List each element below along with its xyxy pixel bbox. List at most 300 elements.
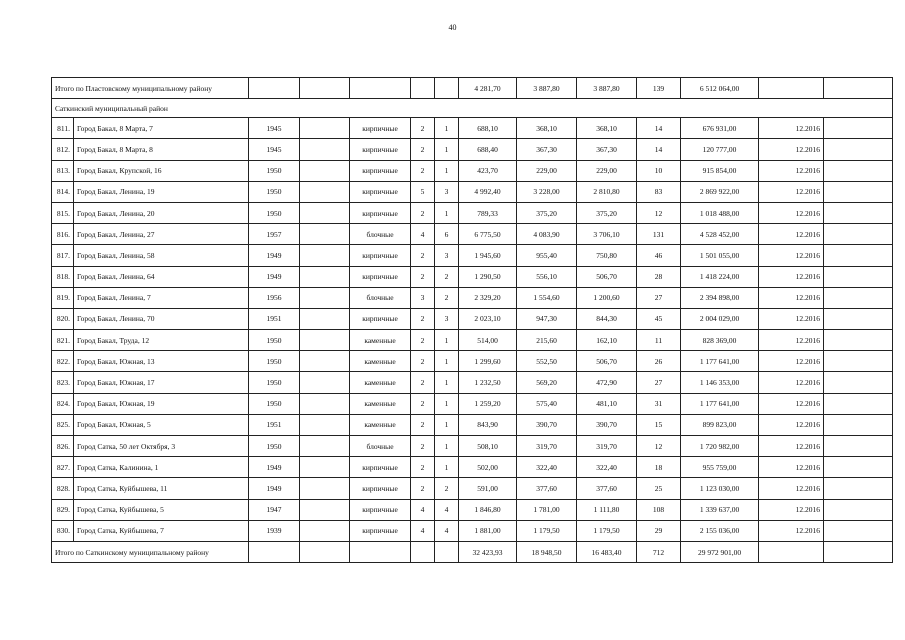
cost-cell: 955 759,00 xyxy=(681,457,759,478)
empty-cell xyxy=(411,541,435,562)
address-cell: Город Сатка, Калинина, 1 xyxy=(74,457,249,478)
empty-cell xyxy=(824,351,893,372)
total-area-cell: 1 290,50 xyxy=(459,266,517,287)
empty-cell xyxy=(350,78,411,99)
material-cell: кирпичные xyxy=(350,160,411,181)
empty-cell xyxy=(300,436,350,457)
residents-cell: 29 xyxy=(637,520,681,541)
residents-cell: 11 xyxy=(637,330,681,351)
living-area-cell: 4 083,90 xyxy=(517,224,577,245)
entrances-cell: 3 xyxy=(435,308,459,329)
cost-cell: 1 146 353,00 xyxy=(681,372,759,393)
living-area-cell: 390,70 xyxy=(517,414,577,435)
row-number: 828. xyxy=(52,478,74,499)
row-number: 812. xyxy=(52,139,74,160)
total-area-cell: 1 259,20 xyxy=(459,393,517,414)
empty-cell xyxy=(824,308,893,329)
entrances-cell: 1 xyxy=(435,351,459,372)
entrances-cell: 6 xyxy=(435,224,459,245)
floors-cell: 2 xyxy=(411,160,435,181)
row-number: 822. xyxy=(52,351,74,372)
entrances-cell: 1 xyxy=(435,160,459,181)
living-area-cell: 1 179,50 xyxy=(517,520,577,541)
entrances-cell: 1 xyxy=(435,393,459,414)
material-cell: кирпичные xyxy=(350,118,411,139)
year-cell: 1947 xyxy=(249,499,300,520)
floors-cell: 3 xyxy=(411,287,435,308)
empty-cell xyxy=(300,330,350,351)
living-area-cell: 368,10 xyxy=(517,118,577,139)
total-area-cell: 1 299,60 xyxy=(459,351,517,372)
cost-cell: 2 869 922,00 xyxy=(681,181,759,202)
table-row xyxy=(52,436,893,457)
cost-cell: 1 339 637,00 xyxy=(681,499,759,520)
resettled-area-cell: 506,70 xyxy=(577,351,637,372)
empty-cell xyxy=(759,78,824,99)
floors-cell: 2 xyxy=(411,330,435,351)
row-number: 821. xyxy=(52,330,74,351)
entrances-cell: 3 xyxy=(435,245,459,266)
empty-cell xyxy=(300,457,350,478)
row-number: 829. xyxy=(52,499,74,520)
empty-cell xyxy=(300,139,350,160)
address-cell: Город Сатка, Куйбышева, 7 xyxy=(74,520,249,541)
entrances-cell: 3 xyxy=(435,181,459,202)
satka-cost: 29 972 901,00 xyxy=(681,541,759,562)
plast-resettled-area: 3 887,80 xyxy=(577,78,637,99)
deadline-cell: 12.2016 xyxy=(759,181,824,202)
residents-cell: 46 xyxy=(637,245,681,266)
resettled-area-cell: 2 810,80 xyxy=(577,181,637,202)
row-number: 816. xyxy=(52,224,74,245)
row-number: 813. xyxy=(52,160,74,181)
empty-cell xyxy=(824,181,893,202)
resettled-area-cell: 377,60 xyxy=(577,478,637,499)
resettled-area-cell: 506,70 xyxy=(577,266,637,287)
year-cell: 1951 xyxy=(249,414,300,435)
resettled-area-cell: 750,80 xyxy=(577,245,637,266)
year-cell: 1951 xyxy=(249,308,300,329)
empty-cell xyxy=(300,520,350,541)
section-header-row xyxy=(52,99,893,118)
floors-cell: 4 xyxy=(411,499,435,520)
empty-cell xyxy=(824,160,893,181)
living-area-cell: 955,40 xyxy=(517,245,577,266)
address-cell: Город Бакал, Ленина, 20 xyxy=(74,202,249,223)
cost-cell: 676 931,00 xyxy=(681,118,759,139)
material-cell: кирпичные xyxy=(350,520,411,541)
empty-cell xyxy=(824,457,893,478)
living-area-cell: 229,00 xyxy=(517,160,577,181)
living-area-cell: 575,40 xyxy=(517,393,577,414)
year-cell: 1949 xyxy=(249,266,300,287)
address-cell: Город Бакал, Южная, 19 xyxy=(74,393,249,414)
deadline-cell: 12.2016 xyxy=(759,393,824,414)
living-area-cell: 375,20 xyxy=(517,202,577,223)
table-row xyxy=(52,224,893,245)
year-cell: 1950 xyxy=(249,160,300,181)
residents-cell: 18 xyxy=(637,457,681,478)
material-cell: кирпичные xyxy=(350,181,411,202)
residents-cell: 83 xyxy=(637,181,681,202)
cost-cell: 899 823,00 xyxy=(681,414,759,435)
resettled-area-cell: 472,90 xyxy=(577,372,637,393)
resettled-area-cell: 368,10 xyxy=(577,118,637,139)
entrances-cell: 4 xyxy=(435,520,459,541)
empty-cell xyxy=(824,414,893,435)
living-area-cell: 377,60 xyxy=(517,478,577,499)
table-row xyxy=(52,372,893,393)
resettled-area-cell: 162,10 xyxy=(577,330,637,351)
floors-cell: 2 xyxy=(411,308,435,329)
total-area-cell: 843,90 xyxy=(459,414,517,435)
empty-cell xyxy=(824,478,893,499)
residents-cell: 26 xyxy=(637,351,681,372)
total-area-cell: 6 775,50 xyxy=(459,224,517,245)
total-area-cell: 423,70 xyxy=(459,160,517,181)
resettled-area-cell: 375,20 xyxy=(577,202,637,223)
deadline-cell: 12.2016 xyxy=(759,308,824,329)
deadline-cell: 12.2016 xyxy=(759,414,824,435)
year-cell: 1949 xyxy=(249,245,300,266)
entrances-cell: 1 xyxy=(435,457,459,478)
address-cell: Город Бакал, Ленина, 70 xyxy=(74,308,249,329)
material-cell: кирпичные xyxy=(350,245,411,266)
living-area-cell: 215,60 xyxy=(517,330,577,351)
deadline-cell: 12.2016 xyxy=(759,351,824,372)
empty-cell xyxy=(435,541,459,562)
cost-cell: 828 369,00 xyxy=(681,330,759,351)
table-row xyxy=(52,520,893,541)
cost-cell: 2 004 029,00 xyxy=(681,308,759,329)
deadline-cell: 12.2016 xyxy=(759,499,824,520)
empty-cell xyxy=(759,541,824,562)
address-cell: Город Бакал, Южная, 17 xyxy=(74,372,249,393)
cost-cell: 1 018 488,00 xyxy=(681,202,759,223)
address-cell: Город Бакал, Крупской, 16 xyxy=(74,160,249,181)
residents-cell: 27 xyxy=(637,287,681,308)
row-number: 811. xyxy=(52,118,74,139)
row-number: 823. xyxy=(52,372,74,393)
material-cell: кирпичные xyxy=(350,266,411,287)
resettled-area-cell: 481,10 xyxy=(577,393,637,414)
empty-cell xyxy=(824,118,893,139)
cost-cell: 1 720 982,00 xyxy=(681,436,759,457)
row-number: 819. xyxy=(52,287,74,308)
empty-cell xyxy=(300,393,350,414)
empty-cell xyxy=(300,372,350,393)
table-body xyxy=(52,78,893,563)
empty-cell xyxy=(824,202,893,223)
total-area-cell: 4 992,40 xyxy=(459,181,517,202)
material-cell: кирпичные xyxy=(350,202,411,223)
empty-cell xyxy=(824,520,893,541)
table-row xyxy=(52,308,893,329)
empty-cell xyxy=(300,245,350,266)
empty-cell xyxy=(824,245,893,266)
address-cell: Город Бакал, Ленина, 19 xyxy=(74,181,249,202)
resettled-area-cell: 844,30 xyxy=(577,308,637,329)
deadline-cell: 12.2016 xyxy=(759,372,824,393)
residents-cell: 108 xyxy=(637,499,681,520)
year-cell: 1950 xyxy=(249,202,300,223)
year-cell: 1956 xyxy=(249,287,300,308)
row-number: 827. xyxy=(52,457,74,478)
cost-cell: 1 177 641,00 xyxy=(681,393,759,414)
floors-cell: 2 xyxy=(411,372,435,393)
floors-cell: 5 xyxy=(411,181,435,202)
floors-cell: 2 xyxy=(411,436,435,457)
year-cell: 1950 xyxy=(249,181,300,202)
deadline-cell: 12.2016 xyxy=(759,436,824,457)
total-area-cell: 508,10 xyxy=(459,436,517,457)
floors-cell: 2 xyxy=(411,266,435,287)
residents-cell: 28 xyxy=(637,266,681,287)
material-cell: блочные xyxy=(350,224,411,245)
table-row xyxy=(52,202,893,223)
row-number: 820. xyxy=(52,308,74,329)
residents-cell: 10 xyxy=(637,160,681,181)
resettled-area-cell: 390,70 xyxy=(577,414,637,435)
empty-cell xyxy=(300,78,350,99)
empty-cell xyxy=(824,393,893,414)
empty-cell xyxy=(300,202,350,223)
year-cell: 1945 xyxy=(249,118,300,139)
satka-resettled-area: 16 483,40 xyxy=(577,541,637,562)
resettled-area-cell: 229,00 xyxy=(577,160,637,181)
row-number: 817. xyxy=(52,245,74,266)
table-row xyxy=(52,457,893,478)
total-area-cell: 2 329,20 xyxy=(459,287,517,308)
entrances-cell: 4 xyxy=(435,499,459,520)
year-cell: 1950 xyxy=(249,436,300,457)
floors-cell: 2 xyxy=(411,351,435,372)
plast-living-area: 3 887,80 xyxy=(517,78,577,99)
material-cell: кирпичные xyxy=(350,139,411,160)
floors-cell: 2 xyxy=(411,478,435,499)
address-cell: Город Бакал, Ленина, 64 xyxy=(74,266,249,287)
empty-cell xyxy=(300,308,350,329)
living-area-cell: 947,30 xyxy=(517,308,577,329)
material-cell: каменные xyxy=(350,414,411,435)
total-area-cell: 591,00 xyxy=(459,478,517,499)
cost-cell: 1 123 030,00 xyxy=(681,478,759,499)
row-number: 814. xyxy=(52,181,74,202)
empty-cell xyxy=(300,414,350,435)
residents-cell: 14 xyxy=(637,139,681,160)
page-number: 40 xyxy=(448,23,457,32)
material-cell: блочные xyxy=(350,287,411,308)
plast-total-label: Итого по Пластовскому муниципальному району xyxy=(52,78,249,99)
address-cell: Город Бакал, Южная, 13 xyxy=(74,351,249,372)
deadline-cell: 12.2016 xyxy=(759,202,824,223)
material-cell: кирпичные xyxy=(350,457,411,478)
material-cell: каменные xyxy=(350,393,411,414)
table-row xyxy=(52,351,893,372)
table-row xyxy=(52,266,893,287)
floors-cell: 4 xyxy=(411,224,435,245)
table-row xyxy=(52,330,893,351)
year-cell: 1939 xyxy=(249,520,300,541)
cost-cell: 2 394 898,00 xyxy=(681,287,759,308)
empty-cell xyxy=(824,499,893,520)
deadline-cell: 12.2016 xyxy=(759,520,824,541)
cost-cell: 1 418 224,00 xyxy=(681,266,759,287)
residents-cell: 12 xyxy=(637,436,681,457)
living-area-cell: 1 781,00 xyxy=(517,499,577,520)
resettled-area-cell: 1 179,50 xyxy=(577,520,637,541)
table-row xyxy=(52,414,893,435)
section-title: Саткинский муниципальный район xyxy=(52,99,893,118)
cost-cell: 1 177 641,00 xyxy=(681,351,759,372)
satka-total-area: 32 423,93 xyxy=(459,541,517,562)
floors-cell: 2 xyxy=(411,118,435,139)
total-area-cell: 1 846,80 xyxy=(459,499,517,520)
cost-cell: 4 528 452,00 xyxy=(681,224,759,245)
entrances-cell: 1 xyxy=(435,372,459,393)
total-area-cell: 1 881,00 xyxy=(459,520,517,541)
total-area-cell: 688,40 xyxy=(459,139,517,160)
address-cell: Город Бакал, Труда, 12 xyxy=(74,330,249,351)
total-area-cell: 1 945,60 xyxy=(459,245,517,266)
empty-cell xyxy=(824,78,893,99)
address-cell: Город Сатка, 50 лет Октября, 3 xyxy=(74,436,249,457)
living-area-cell: 556,10 xyxy=(517,266,577,287)
year-cell: 1949 xyxy=(249,457,300,478)
entrances-cell: 2 xyxy=(435,266,459,287)
empty-cell xyxy=(300,351,350,372)
entrances-cell: 1 xyxy=(435,202,459,223)
empty-cell xyxy=(300,266,350,287)
row-number: 825. xyxy=(52,414,74,435)
cost-cell: 120 777,00 xyxy=(681,139,759,160)
residents-cell: 12 xyxy=(637,202,681,223)
row-number: 818. xyxy=(52,266,74,287)
living-area-cell: 1 554,60 xyxy=(517,287,577,308)
address-cell: Город Сатка, Куйбышева, 5 xyxy=(74,499,249,520)
empty-cell xyxy=(300,118,350,139)
empty-cell xyxy=(824,541,893,562)
entrances-cell: 1 xyxy=(435,330,459,351)
resettled-area-cell: 319,70 xyxy=(577,436,637,457)
table-row xyxy=(52,245,893,266)
material-cell: каменные xyxy=(350,372,411,393)
resettled-area-cell: 367,30 xyxy=(577,139,637,160)
empty-cell xyxy=(824,139,893,160)
empty-cell xyxy=(411,78,435,99)
living-area-cell: 569,20 xyxy=(517,372,577,393)
resettled-area-cell: 3 706,10 xyxy=(577,224,637,245)
year-cell: 1950 xyxy=(249,330,300,351)
total-area-cell: 2 023,10 xyxy=(459,308,517,329)
floors-cell: 2 xyxy=(411,202,435,223)
address-cell: Город Бакал, 8 Марта, 8 xyxy=(74,139,249,160)
residents-cell: 131 xyxy=(637,224,681,245)
total-area-cell: 1 232,50 xyxy=(459,372,517,393)
year-cell: 1945 xyxy=(249,139,300,160)
residents-cell: 31 xyxy=(637,393,681,414)
empty-cell xyxy=(300,181,350,202)
address-cell: Город Бакал, Ленина, 58 xyxy=(74,245,249,266)
empty-cell xyxy=(300,541,350,562)
plast-total-area: 4 281,70 xyxy=(459,78,517,99)
material-cell: кирпичные xyxy=(350,499,411,520)
residents-cell: 15 xyxy=(637,414,681,435)
year-cell: 1950 xyxy=(249,393,300,414)
empty-cell xyxy=(824,436,893,457)
residents-cell: 27 xyxy=(637,372,681,393)
floors-cell: 2 xyxy=(411,393,435,414)
residents-cell: 14 xyxy=(637,118,681,139)
material-cell: каменные xyxy=(350,351,411,372)
floors-cell: 2 xyxy=(411,457,435,478)
resettled-area-cell: 1 111,80 xyxy=(577,499,637,520)
empty-cell xyxy=(350,541,411,562)
table-row xyxy=(52,478,893,499)
living-area-cell: 319,70 xyxy=(517,436,577,457)
satka-residents: 712 xyxy=(637,541,681,562)
deadline-cell: 12.2016 xyxy=(759,160,824,181)
empty-cell xyxy=(824,372,893,393)
deadline-cell: 12.2016 xyxy=(759,266,824,287)
entrances-cell: 1 xyxy=(435,139,459,160)
row-number: 824. xyxy=(52,393,74,414)
entrances-cell: 1 xyxy=(435,414,459,435)
deadline-cell: 12.2016 xyxy=(759,478,824,499)
deadline-cell: 12.2016 xyxy=(759,330,824,351)
plast-residents: 139 xyxy=(637,78,681,99)
address-cell: Город Бакал, Ленина, 7 xyxy=(74,287,249,308)
row-number: 830. xyxy=(52,520,74,541)
entrances-cell: 2 xyxy=(435,287,459,308)
satka-total-row xyxy=(52,541,893,562)
satka-living-area: 18 948,50 xyxy=(517,541,577,562)
plast-cost: 6 512 064,00 xyxy=(681,78,759,99)
total-area-cell: 688,10 xyxy=(459,118,517,139)
empty-cell xyxy=(300,160,350,181)
material-cell: каменные xyxy=(350,330,411,351)
floors-cell: 2 xyxy=(411,414,435,435)
total-area-cell: 789,33 xyxy=(459,202,517,223)
total-area-cell: 502,00 xyxy=(459,457,517,478)
living-area-cell: 367,30 xyxy=(517,139,577,160)
empty-cell xyxy=(824,266,893,287)
cost-cell: 2 155 036,00 xyxy=(681,520,759,541)
cost-cell: 915 854,00 xyxy=(681,160,759,181)
floors-cell: 4 xyxy=(411,520,435,541)
empty-cell xyxy=(300,499,350,520)
year-cell: 1949 xyxy=(249,478,300,499)
material-cell: кирпичные xyxy=(350,308,411,329)
empty-cell xyxy=(249,541,300,562)
deadline-cell: 12.2016 xyxy=(759,245,824,266)
deadline-cell: 12.2016 xyxy=(759,457,824,478)
address-cell: Город Бакал, Ленина, 27 xyxy=(74,224,249,245)
living-area-cell: 552,50 xyxy=(517,351,577,372)
entrances-cell: 2 xyxy=(435,478,459,499)
empty-cell xyxy=(300,224,350,245)
address-cell: Город Сатка, Куйбышева, 11 xyxy=(74,478,249,499)
resettled-area-cell: 322,40 xyxy=(577,457,637,478)
deadline-cell: 12.2016 xyxy=(759,139,824,160)
residents-cell: 45 xyxy=(637,308,681,329)
empty-cell xyxy=(824,224,893,245)
deadline-cell: 12.2016 xyxy=(759,287,824,308)
living-area-cell: 322,40 xyxy=(517,457,577,478)
year-cell: 1957 xyxy=(249,224,300,245)
deadline-cell: 12.2016 xyxy=(759,224,824,245)
table-row xyxy=(52,160,893,181)
